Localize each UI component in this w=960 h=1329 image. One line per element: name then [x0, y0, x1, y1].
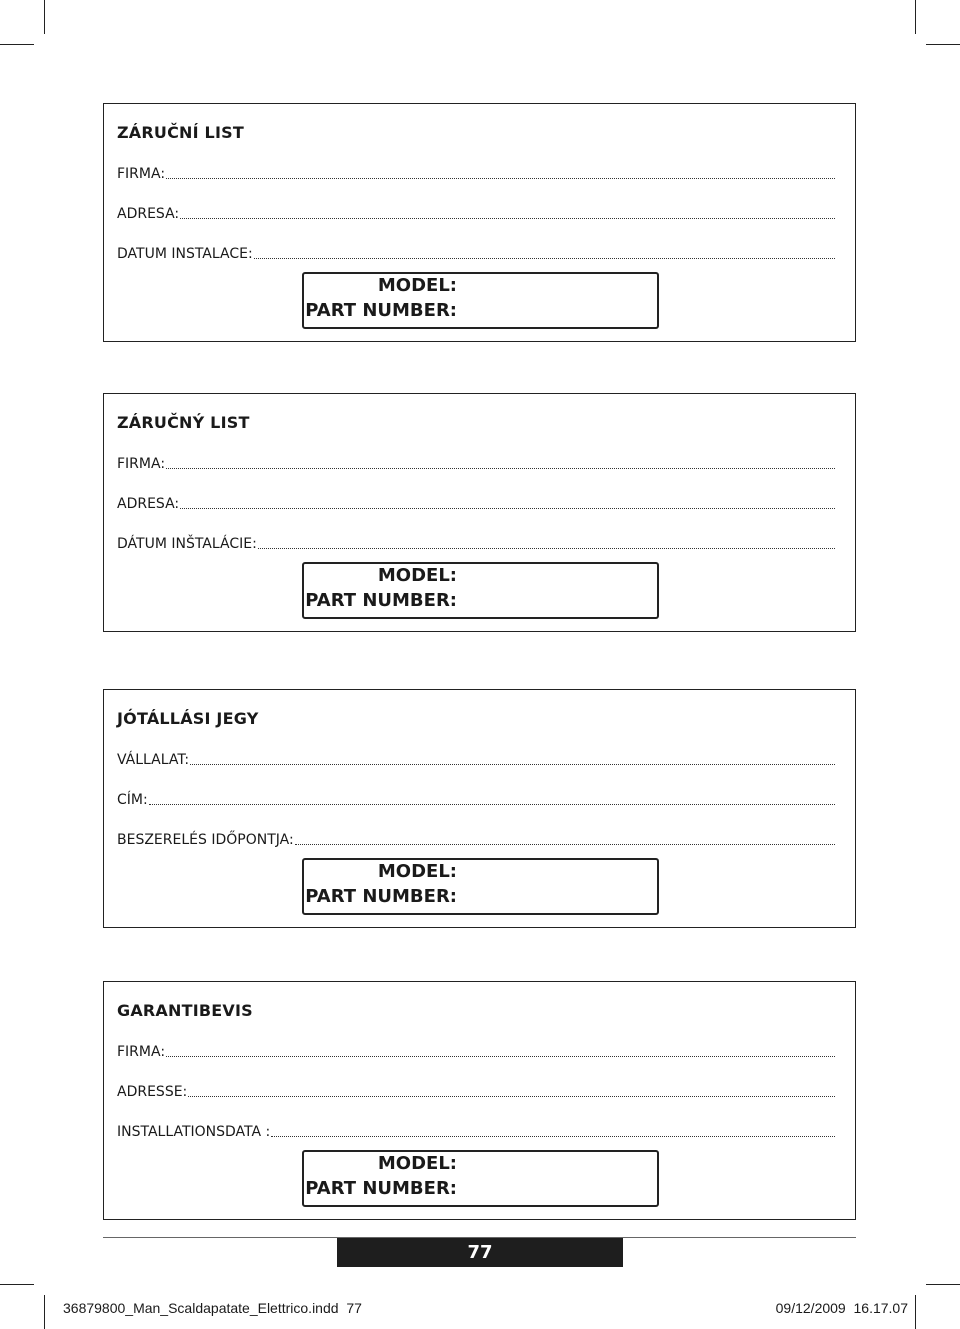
part-number-label: PART NUMBER:	[305, 590, 457, 611]
warranty-card-dk	[103, 981, 856, 1220]
field-label: DATUM INSTALACE:	[117, 246, 253, 262]
page-number-tab	[337, 1238, 623, 1267]
warranty-card-cz	[103, 103, 856, 342]
model-part-box[interactable]	[302, 272, 659, 329]
part-number-label: PART NUMBER:	[305, 1178, 457, 1199]
fill-in-line	[166, 1056, 835, 1057]
form-field-company[interactable]	[117, 164, 835, 182]
field-label: ADRESA:	[117, 206, 180, 222]
crop-mark	[44, 0, 45, 34]
model-label: MODEL:	[377, 275, 457, 296]
model-label: MODEL:	[377, 565, 457, 586]
slug-date: 09/12/2009	[775, 1300, 846, 1316]
slug-filename	[63, 1300, 362, 1316]
crop-mark	[0, 44, 34, 45]
model-part-box[interactable]	[302, 1150, 659, 1207]
field-label: FIRMA:	[117, 166, 166, 182]
fill-in-line	[271, 1136, 835, 1137]
warranty-card-sk	[103, 393, 856, 632]
slug-file: 36879800_Man_Scaldapatate_Elettrico.indd	[63, 1300, 339, 1316]
model-label: MODEL:	[377, 861, 457, 882]
field-label: INSTALLATIONSDATA :	[117, 1124, 271, 1140]
slug-datetime	[776, 1300, 908, 1316]
model-part-box[interactable]	[302, 562, 659, 619]
card-title: JÓTÁLLÁSI JEGY	[117, 709, 259, 728]
fill-in-line	[188, 1096, 835, 1097]
form-field-company[interactable]	[117, 454, 835, 472]
fill-in-line	[149, 804, 835, 805]
model-part-box[interactable]	[302, 858, 659, 915]
form-field-address[interactable]	[117, 494, 835, 512]
slug-time: 16.17.07	[853, 1300, 908, 1316]
part-number-label: PART NUMBER:	[305, 300, 457, 321]
crop-mark	[915, 1295, 916, 1329]
form-field-company[interactable]	[117, 750, 835, 768]
field-label: DÁTUM INŠTALÁCIE:	[117, 536, 257, 552]
field-label: ADRESA:	[117, 496, 180, 512]
model-label: MODEL:	[377, 1153, 457, 1174]
form-field-company[interactable]	[117, 1042, 835, 1060]
part-number-label: PART NUMBER:	[305, 886, 457, 907]
crop-mark	[926, 1284, 960, 1285]
field-label: BESZERELÉS IDŐPONTJA:	[117, 832, 294, 848]
field-label: FIRMA:	[117, 456, 166, 472]
form-field-address[interactable]	[117, 790, 835, 808]
field-label: CÍM:	[117, 792, 148, 808]
form-field-install-date[interactable]	[117, 1122, 835, 1140]
fill-in-line	[295, 844, 835, 845]
card-title: GARANTIBEVIS	[117, 1001, 253, 1020]
fill-in-line	[166, 468, 835, 469]
form-field-install-date[interactable]	[117, 830, 835, 848]
fill-in-line	[254, 258, 835, 259]
slug-page: 77	[346, 1300, 362, 1316]
fill-in-line	[258, 548, 835, 549]
card-title: ZÁRUČNÝ LIST	[117, 413, 250, 432]
field-label: FIRMA:	[117, 1044, 166, 1060]
form-field-install-date[interactable]	[117, 534, 835, 552]
crop-mark	[926, 44, 960, 45]
fill-in-line	[166, 178, 835, 179]
form-field-address[interactable]	[117, 204, 835, 222]
page-number: 77	[467, 1242, 493, 1263]
crop-mark	[915, 0, 916, 34]
crop-mark	[44, 1295, 45, 1329]
crop-mark	[0, 1284, 34, 1285]
field-label: VÁLLALAT:	[117, 752, 190, 768]
warranty-card-hu	[103, 689, 856, 928]
form-field-install-date[interactable]	[117, 244, 835, 262]
field-label: ADRESSE:	[117, 1084, 188, 1100]
card-title: ZÁRUČNÍ LIST	[117, 123, 244, 142]
fill-in-line	[190, 764, 835, 765]
form-field-address[interactable]	[117, 1082, 835, 1100]
fill-in-line	[180, 218, 835, 219]
fill-in-line	[180, 508, 835, 509]
